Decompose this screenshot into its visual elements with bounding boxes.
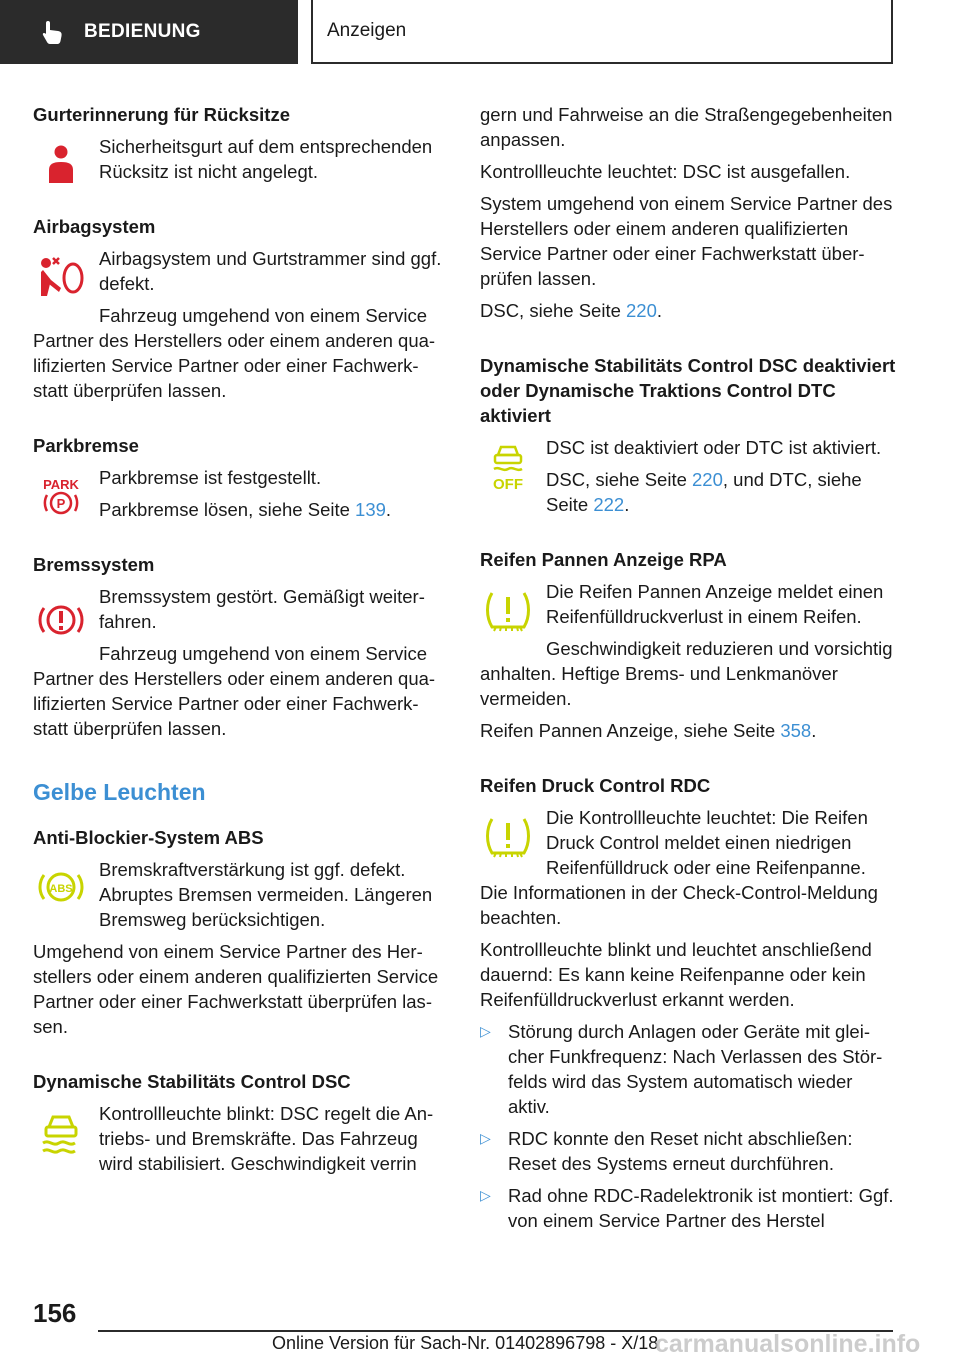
watermark: carmanualsonline.info xyxy=(655,1330,921,1358)
dsc-icon xyxy=(33,1105,89,1161)
text-dsc-2: Kontrollleuchte leuchtet: DSC ist ausgefallen. xyxy=(480,161,851,182)
entry-parkbremse xyxy=(33,465,447,522)
text-rdc-1: Die Kontrollleuchte leuchtet: Die Reifen Druck Control meldet einen niedrigen Reifenfülldruck oder eine Reifenpanne. xyxy=(546,807,868,878)
text-rpa-3: Reifen Pannen Anzeige, siehe Seite 358. xyxy=(480,720,817,741)
text-airbag-2: Fahrzeug umgehend von einem Service Partner des Herstellers oder einem anderen qualifizierten Service Partner oder einer Fachwerkstatt überprüfen lassen. xyxy=(33,305,436,401)
hand-pointer-icon xyxy=(40,19,66,45)
heading-dtc: Dynamische Stabilitäts Control DSC deaktiviert oder Dynamische Traktions Control DTC aktiviert xyxy=(480,355,896,426)
text-gurterinnerung: Sicherheitsgurt auf dem entsprechenden Rücksitz ist nicht angelegt. xyxy=(99,136,433,182)
tire-pressure-rdc-icon xyxy=(480,809,536,865)
text-airbag-1: Airbagsystem und Gurtstrammer sind ggf. defekt. xyxy=(99,248,442,294)
off-label: OFF xyxy=(493,476,523,493)
text-rpa-2: Geschwindigkeit reduzieren und vorsichtig anhalten. Heftige Brems- und Lenkmanöver vermeiden. xyxy=(480,638,893,709)
dsc-off-icon xyxy=(480,439,536,495)
text-abs-2: Umgehend von einem Service Partner des Herstellers oder einem anderen qualifizierten Service Partner oder einer Fachwerkstatt überprüfen lassen. xyxy=(33,941,439,1037)
heading-gurterinnerung: Gurterinnerung für Rücksitze xyxy=(33,104,290,125)
link-page-220[interactable]: 220 xyxy=(626,300,657,321)
heading-rpa: Reifen Pannen Anzeige RPA xyxy=(480,549,727,570)
entry-gurterinnerung xyxy=(33,134,447,184)
link-page-220-b[interactable]: 220 xyxy=(692,469,723,490)
park-p: P xyxy=(56,496,66,511)
park-label: PARK xyxy=(43,477,79,492)
heading-bremssystem: Bremssystem xyxy=(33,554,155,575)
text-dsc-1: Kontrollleuchte blinkt: DSC regelt die Antriebs- und Bremskräfte. Das Fahrzeug wird stabilisiert. Geschwindigkeit verrin xyxy=(99,1103,434,1174)
text-abs-1: Bremskraftverstärkung ist ggf. defekt. Abruptes Bremsen vermeiden. Längeren Bremsweg berücksichtigen. xyxy=(99,859,433,930)
text-rdc-3: Kontrollleuchte blinkt und leuchtet anschließend dauernd: Es kann keine Reifenpanne oder kein Reifenfülldruckverlust erkannt werden. xyxy=(480,939,872,1010)
seatbelt-rear-icon xyxy=(33,138,89,194)
text-bremssystem-2: Fahrzeug umgehend von einem Service Partner des Herstellers oder einem anderen qualifizierten Service Partner oder einer Fachwerkstatt überprüfen lassen. xyxy=(33,643,436,739)
heading-rdc: Reifen Druck Control RDC xyxy=(480,775,711,796)
brake-warning-icon xyxy=(33,588,89,644)
right-column xyxy=(480,102,896,1233)
text-rdc-2: Die Informationen in der Check-Control-Meldung beachten. xyxy=(480,882,878,928)
text-rpa-1: Die Reifen Pannen Anzeige meldet einen Reifenfülldruckverlust in einem Reifen. xyxy=(546,581,884,627)
text-dsc-3: System umgehend von einem Service Partner des Herstellers oder einem anderen qualifizierten Service Partner oder einer Fachwerkstatt überprüfen lassen. xyxy=(480,193,893,289)
section-tab xyxy=(0,0,298,64)
footer-text: Online Version für Sach-Nr. 01402896798 - X/18 xyxy=(272,1333,659,1353)
tire-pressure-icon xyxy=(480,583,536,639)
heading-parkbremse: Parkbremse xyxy=(33,435,139,456)
chapter-tab xyxy=(311,0,893,64)
left-column xyxy=(33,102,447,1176)
page-number: 156 xyxy=(33,1298,77,1328)
entry-bremssystem xyxy=(33,584,447,634)
airbag-icon xyxy=(33,250,89,306)
entry-abs xyxy=(33,857,447,932)
link-page-222[interactable]: 222 xyxy=(593,494,625,515)
abs-label: ABS xyxy=(49,883,73,895)
parking-brake-icon xyxy=(33,469,89,525)
entry-airbag xyxy=(33,246,447,303)
heading-gelbe-leuchten: Gelbe Leuchten xyxy=(33,779,206,805)
text-dtc-1: DSC ist deaktiviert oder DTC ist aktiviert. xyxy=(546,437,882,458)
heading-abs: Anti-Blockier-System ABS xyxy=(33,827,264,848)
abs-icon xyxy=(33,861,89,917)
text-parkbremse-2: Parkbremse lösen, siehe Seite 139. xyxy=(99,499,392,520)
chapter-title: Anzeigen xyxy=(327,20,407,41)
link-page-139[interactable]: 139 xyxy=(355,499,386,520)
list-item xyxy=(480,1126,896,1176)
entry-rdc xyxy=(480,805,896,880)
text-parkbremse-1: Parkbremse ist festgestellt. xyxy=(99,467,322,488)
text-bremssystem-1: Bremssystem gestört. Gemäßigt weiterfahren. xyxy=(99,586,425,632)
entry-dsc xyxy=(33,1101,447,1176)
heading-airbag: Airbagsystem xyxy=(33,216,156,237)
text-dtc-2: DSC, siehe Seite 220, und DTC, siehe Seite 222. xyxy=(546,469,862,515)
entry-rpa xyxy=(480,579,896,629)
entry-dtc xyxy=(480,435,896,517)
heading-dsc: Dynamische Stabilitäts Control DSC xyxy=(33,1071,351,1092)
triangle-bullet-icon: ▷ xyxy=(480,1187,491,1203)
bullet-text: RDC konnte den Reset nicht abschließen: Reset des Systems erneut durchführen. xyxy=(508,1128,853,1174)
bullet-text: Störung durch Anlagen oder Geräte mit gleicher Funkfrequenz: Nach Verlassen des Störfelds wird das System automatisch wieder aktiv. xyxy=(508,1021,883,1117)
triangle-bullet-icon: ▷ xyxy=(480,1130,491,1146)
text-dsc-cont: gern und Fahrweise an die Straßengegebenheiten anpassen. xyxy=(480,104,893,150)
triangle-bullet-icon: ▷ xyxy=(480,1023,491,1039)
section-title: BEDIENUNG xyxy=(84,21,201,42)
list-item xyxy=(480,1019,896,1119)
text-dsc-4: DSC, siehe Seite 220. xyxy=(480,300,663,321)
bullet-text: Rad ohne RDC-Radelektronik ist montiert: Ggf. von einem Service Partner des Herstel xyxy=(508,1185,894,1231)
link-page-358[interactable]: 358 xyxy=(780,720,812,741)
list-item xyxy=(480,1183,896,1233)
